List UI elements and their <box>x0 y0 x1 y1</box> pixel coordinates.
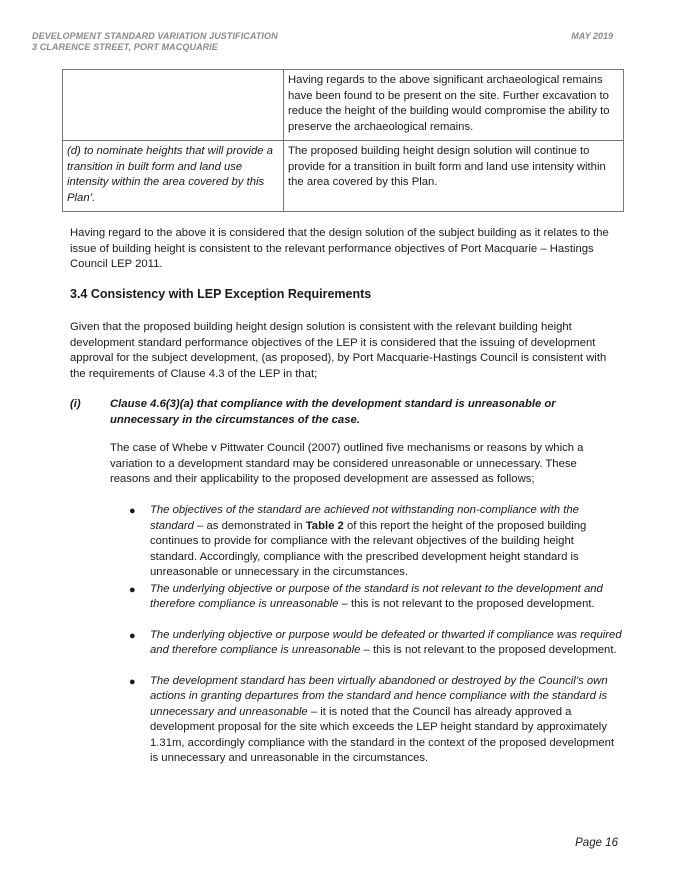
header-title: DEVELOPMENT STANDARD VARIATION JUSTIFICATION <box>32 31 278 41</box>
bullet-icon: ● <box>129 675 136 688</box>
clause-number: (i) <box>70 398 81 410</box>
reason-bold: Table 2 <box>305 519 344 532</box>
page-number: Page 16 <box>575 837 618 849</box>
list-item <box>110 503 622 581</box>
clause-text: Clause 4.6(3)(a) that compliance with the development standard is unreasonable or unnecessary in the circumstances of the case. <box>110 398 556 426</box>
bullet-icon: ● <box>129 629 136 642</box>
case-paragraph: The case of Whebe v Pittwater Council (2007) outlined five mechanisms or reasons by which a variation to a development standard may be considered unreasonable or unnecessary. These reasons and their applicability to the proposed development are assessed as follows; <box>110 442 584 485</box>
intro-paragraph: Given that the proposed building height design solution is consistent with the relevant building height development standard performance objectives of the LEP it is considered that the issuing of development approval for the subject development, (as proposed), by Port Macquarie-Hastings Council is consistent with the requirements of Clause 4.3 of the LEP in that; <box>70 321 607 380</box>
reason-italic: The underlying objective or purpose of the standard is not relevant to the development and therefore compliance is unreasonable <box>150 582 603 610</box>
reason-italic: The development standard has been virtually abandoned or destroyed by the Council’s own actions in granting departures from the standard and hence compliance with the standard is unnecessary and unreasonable <box>150 674 608 718</box>
reason-text-end: of this report the height of the proposed building continues to provide for compliance with the relevant objectives of the building height standard. Accordingly, compliance with the prescribed development height standard is unreasonable or unnecessary in the circumstances. <box>150 519 587 578</box>
list-item <box>110 582 622 613</box>
reason-text: – this is not relevant to the proposed development. <box>360 644 617 656</box>
section-heading: 3.4 Consistency with LEP Exception Requirements <box>70 287 372 301</box>
criterion-cell <box>63 70 284 141</box>
reason-italic: The underlying objective or purpose would be defeated or thwarted if compliance was required and therefore compliance is unreasonable <box>150 628 622 656</box>
list-item <box>110 674 622 767</box>
bullet-icon: ● <box>129 583 136 596</box>
objectives-table <box>62 69 624 212</box>
list-item <box>110 628 622 659</box>
document-header <box>32 31 278 53</box>
header-date: MAY 2019 <box>571 31 613 41</box>
conclusion-paragraph: Having regard to the above it is considered that the design solution of the subject building as it relates to the issue of building height is consistent to the relevant performance objectives of Port Macquarie – Hastings Council LEP 2011. <box>70 227 609 270</box>
response-cell: Having regards to the above significant archaeological remains have been found to be present on the site. Further excavation to reduce the height of the building would compromise the ability to preserve the archaeological remains. <box>284 70 624 141</box>
table-row <box>63 141 624 212</box>
response-cell: The proposed building height design solution will continue to provide for a transition in built form and land use intensity within the area covered by this Plan. <box>284 141 624 212</box>
reason-italic: The objectives of the standard are achieved not withstanding non-compliance with the standard <box>150 504 579 532</box>
reason-text: – this is not relevant to the proposed development. <box>338 598 595 610</box>
bullet-icon: ● <box>129 505 136 517</box>
reason-text: – it is noted that the Council has already approved a development proposal for the site which exceeds the LEP height standard by approximately 1.31m, accordingly compliance with the standard in the context of the proposed development is unnecessary and unreasonable in the circumstances. <box>150 705 615 764</box>
header-address: 3 CLARENCE STREET, PORT MACQUARIE <box>32 42 218 52</box>
reasons-list <box>110 503 622 767</box>
table-row <box>63 70 624 141</box>
criterion-cell: (d) to nominate heights that will provide a transition in built form and land use intensity within the area covered by this Plan’. <box>63 141 284 212</box>
reason-text: – as demonstrated in <box>193 519 306 532</box>
